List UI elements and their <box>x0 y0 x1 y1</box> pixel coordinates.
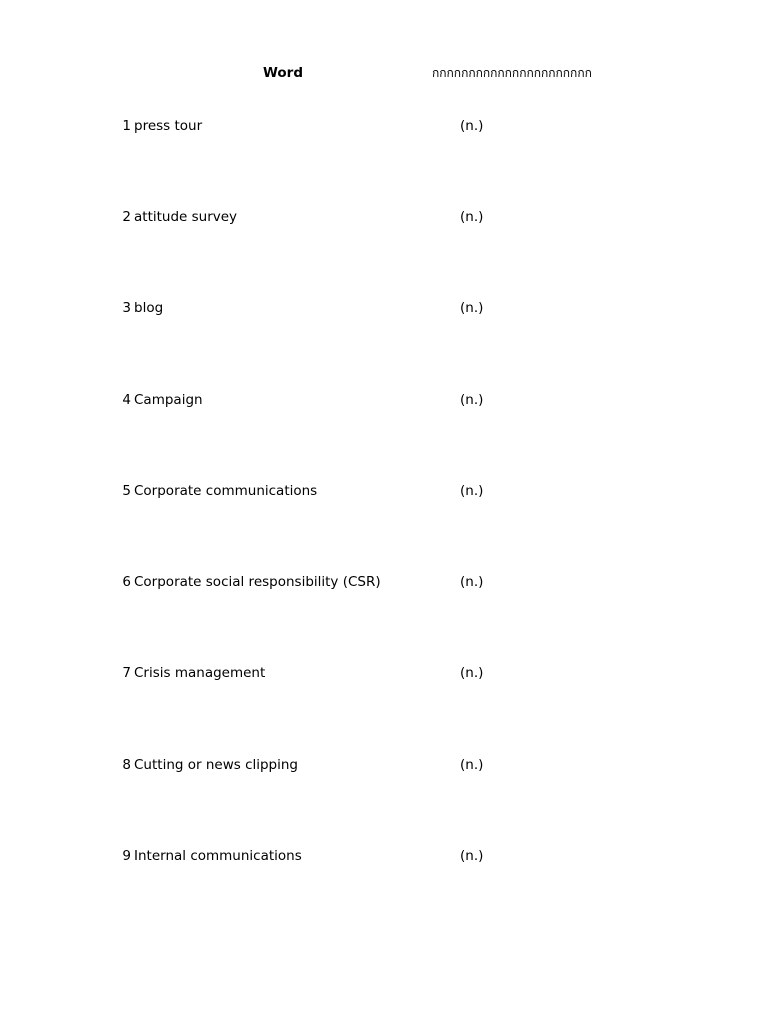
item-part-of-speech: (n.) <box>460 483 484 499</box>
item-part-of-speech: (n.) <box>460 574 484 590</box>
list-item <box>0 572 768 592</box>
list-item <box>0 755 768 775</box>
list-item <box>0 207 768 227</box>
list-item <box>0 481 768 501</box>
item-number: 7 <box>122 665 131 681</box>
item-term: Internal communications <box>134 848 302 864</box>
item-term: Campaign <box>134 392 203 408</box>
column-header-word: Word <box>262 65 303 81</box>
item-term: Corporate social responsibility (CSR) <box>134 574 381 590</box>
item-part-of-speech: (n.) <box>460 392 484 408</box>
item-term: Corporate communications <box>134 483 318 499</box>
item-number: 3 <box>122 300 131 316</box>
list-item <box>0 298 768 318</box>
item-term: Crisis management <box>134 665 266 681</box>
list-item <box>0 116 768 136</box>
item-number: 4 <box>122 392 131 408</box>
item-term: blog <box>134 300 164 316</box>
item-number: 2 <box>122 209 131 225</box>
item-part-of-speech: (n.) <box>460 300 484 316</box>
list-item <box>0 390 768 410</box>
item-term: Cutting or news clipping <box>134 757 299 773</box>
item-number: 8 <box>122 757 131 773</box>
item-term: press tour <box>134 118 203 134</box>
list-item <box>0 846 768 866</box>
item-number: 1 <box>122 118 131 134</box>
item-part-of-speech: (n.) <box>460 848 484 864</box>
item-number: 6 <box>122 574 131 590</box>
column-header-meaning: กกกกกกกกกกกกกกกกกกกกกก <box>432 66 592 80</box>
item-term: attitude survey <box>134 209 238 225</box>
item-number: 5 <box>122 483 131 499</box>
item-part-of-speech: (n.) <box>460 209 484 225</box>
item-part-of-speech: (n.) <box>460 665 484 681</box>
item-part-of-speech: (n.) <box>460 757 484 773</box>
list-item <box>0 663 768 683</box>
item-number: 9 <box>122 848 131 864</box>
item-part-of-speech: (n.) <box>460 118 484 134</box>
